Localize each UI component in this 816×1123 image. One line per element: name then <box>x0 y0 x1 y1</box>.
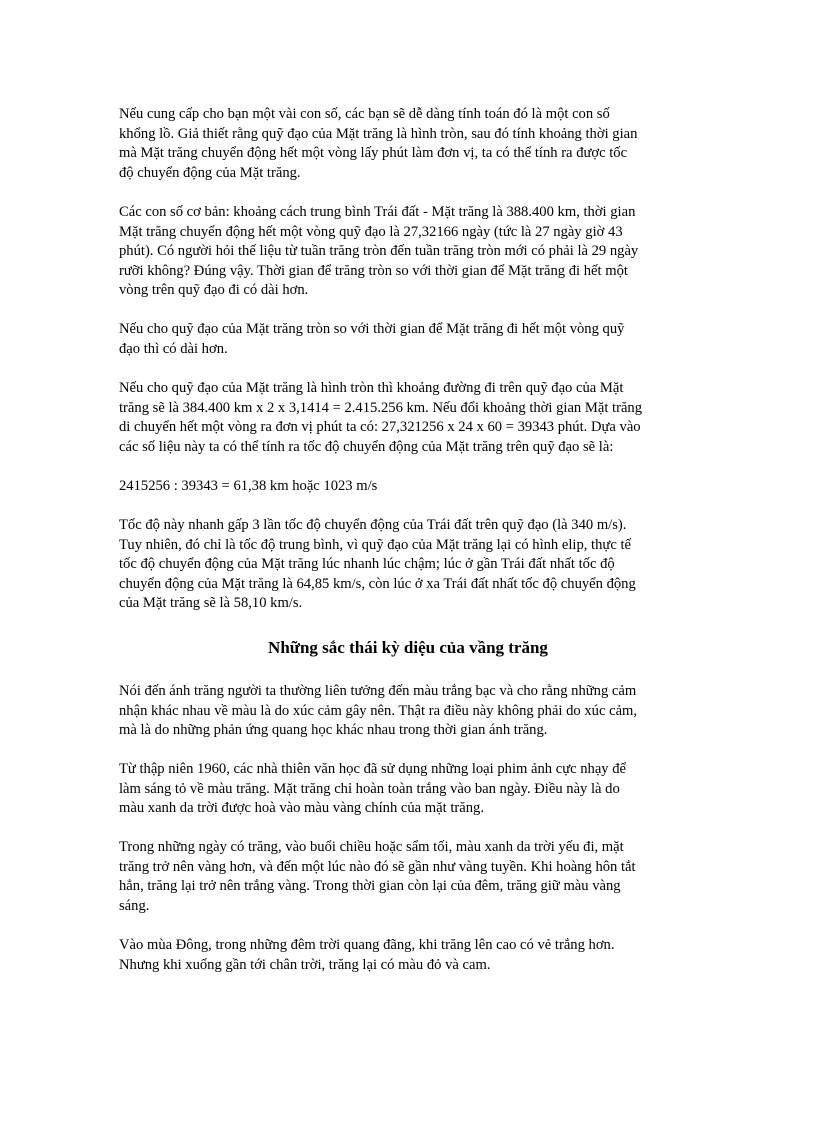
paragraph <box>119 936 699 975</box>
paragraph <box>119 105 699 183</box>
text-line: sáng. <box>119 897 150 914</box>
text-line: Nói đến ánh trăng người ta thường liên tưởng đến màu trắng bạc và cho rằng những cảm <box>119 683 637 699</box>
paragraph <box>119 320 699 359</box>
text-line: các số liệu này ta có thể tính ra tốc độ chuyển động của Mặt trăng trên quỹ đạo sẽ là: <box>119 438 614 455</box>
paragraph <box>119 203 699 301</box>
text-line: Mặt trăng chuyển động hết một vòng quỹ đạo là 27,32166 ngày (tức là 27 ngày giờ 43 <box>119 223 623 240</box>
text-line: Từ thập niên 1960, các nhà thiên văn học đã sử dụng những loại phim ảnh cực nhạy để <box>119 761 627 777</box>
text-line: nhận khác nhau về màu là do xúc cảm gây nên. Thật ra điều này không phải do xúc cảm, <box>119 702 638 719</box>
text-line: Vào mùa Đông, trong những đêm trời quang đãng, khi trăng lên cao có vẻ trắng hơn. <box>119 937 615 953</box>
text-line: rưỡi không? Đúng vậy. Thời gian để trăng tròn so với thời gian để Mặt trăng đi hết một <box>119 262 628 279</box>
section-heading: Những sắc thái kỳ diệu của vầng trăng <box>268 638 548 657</box>
text-line: của Mặt trăng sẽ là 58,10 km/s. <box>119 595 303 611</box>
text-line: mà là do những phản ứng quang học khác nhau trong thời gian ánh trăng. <box>119 722 548 738</box>
text-line: Tốc độ này nhanh gấp 3 lần tốc độ chuyển động của Trái đất trên quỹ đạo (là 340 m/s). <box>119 517 627 533</box>
text-line: Tuy nhiên, đó chỉ là tốc độ trung bình, vì quỹ đạo của Mặt trăng lại có hình elip, thực tế <box>119 536 631 553</box>
text-line: làm sáng tỏ về màu trăng. Mặt trăng chỉ hoàn toàn trắng vào ban ngày. Điều này là do <box>119 780 620 797</box>
paragraph <box>119 682 699 741</box>
text-line: trăng sẽ là 384.400 km x 2 x 3,1414 = 2.415.256 km. Nếu đổi khoảng thời gian Mặt trăng <box>119 399 643 416</box>
text-line: Nếu cung cấp cho bạn một vài con số, các bạn sẽ dễ dàng tính toán đó là một con số <box>119 106 610 122</box>
text-line: chuyển động của Mặt trăng là 64,85 km/s, còn lúc ở xa Trái đất nhất tốc độ chuyển động <box>119 575 636 592</box>
paragraph <box>119 516 699 614</box>
text-line: trăng trở nên vàng hơn, và đến một lúc nào đó sẽ gần như vàng tuyền. Khi hoàng hôn tắt <box>119 858 636 875</box>
text-line: Nếu cho quỹ đạo của Mặt trăng tròn so với thời gian để Mặt trăng đi hết một vòng quỹ <box>119 321 625 337</box>
text-line: độ chuyển động của Mặt trăng. <box>119 164 301 181</box>
text-line: màu xanh da trời được hoà vào màu vàng chính của mặt trăng. <box>119 800 484 816</box>
text-line: di chuyển hết một vòng ra đơn vị phút ta có: 27,321256 x 24 x 60 = 39343 phút. Dựa vào <box>119 419 641 435</box>
paragraph <box>119 477 699 497</box>
text-line: mà Mặt trăng chuyển động hết một vòng lấy phút làm đơn vị, ta có thể tính ra được tốc <box>119 145 628 161</box>
paragraph <box>119 838 699 916</box>
text-line: Trong những ngày có trăng, vào buổi chiều hoặc sẩm tối, màu xanh da trời yếu đi, mặt <box>119 839 624 855</box>
text-line: đạo thì có dài hơn. <box>119 340 228 357</box>
text-line: hẳn, trăng lại trở nên trắng vàng. Trong thời gian còn lại của đêm, trăng giữ màu vàng <box>119 878 621 894</box>
text-line: Các con số cơ bản: khoảng cách trung bình Trái đất - Mặt trăng là 388.400 km, thời gian <box>119 204 636 220</box>
paragraph <box>119 760 699 819</box>
text-line: 2415256 : 39343 = 61,38 km hoặc 1023 m/s <box>119 478 378 494</box>
text-line: khổng lồ. Giả thiết rằng quỹ đạo của Mặt trăng là hình tròn, sau đó tính khoảng thời gian <box>119 125 638 142</box>
text-line: phút). Có người hỏi thế liệu từ tuần trăng tròn đến tuần trăng tròn mới có phải là 29 ngày <box>119 243 639 259</box>
text-line: Nếu cho quỹ đạo của Mặt trăng là hình tròn thì khoảng đường đi trên quỹ đạo của Mặt <box>119 380 624 396</box>
text-line: Nhưng khi xuống gần tới chân trời, trăng lại có màu đỏ và cam. <box>119 956 491 973</box>
text-line: vòng trên quỹ đạo đi có dài hơn. <box>119 282 309 298</box>
text-line: tốc độ chuyển động của Mặt trăng lúc nhanh lúc chậm; lúc ở gần Trái đất nhất tốc độ <box>119 556 615 572</box>
paragraph <box>119 379 699 457</box>
